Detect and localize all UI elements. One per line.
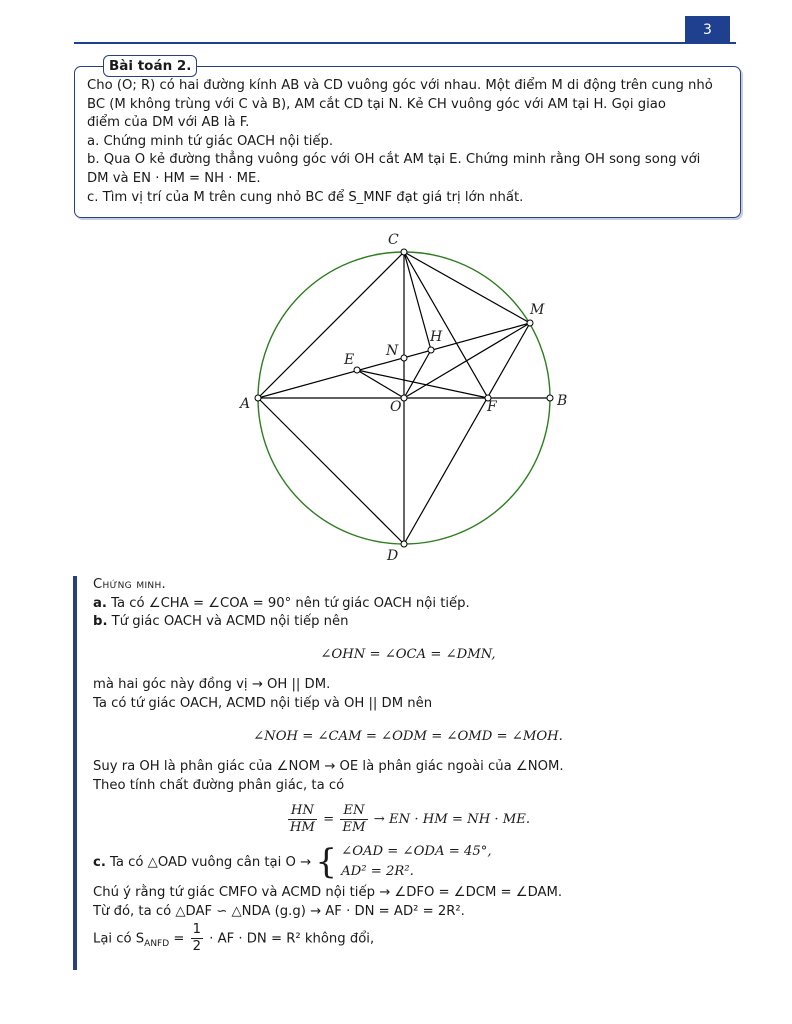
geometry-figure	[230, 228, 570, 568]
part-a-text: Ta có ∠CHA = ∠COA = 90° nên tứ giác OACH nội tiếp.	[111, 595, 470, 611]
problem-part-c: c. Tìm vị trí của M trên cung nhỏ BC để S_MNF đạt giá trị lớn nhất.	[87, 189, 524, 205]
equation-2: ∠NOH = ∠CAM = ∠ODM = ∠OMD = ∠MOH.	[253, 728, 563, 744]
label-O: O	[390, 399, 402, 415]
fraction-one-half	[191, 922, 203, 955]
segment-CM	[404, 252, 530, 323]
label-B: B	[557, 393, 568, 409]
label-M: M	[530, 302, 545, 318]
point-A	[255, 395, 261, 401]
point-N	[401, 355, 407, 361]
segment-DM	[404, 323, 530, 544]
point-H	[428, 347, 434, 353]
proof-text: mà hai góc này đồng vị → OH || DM.	[93, 677, 331, 693]
proof-text: Theo tính chất đường phân giác, ta có	[93, 777, 345, 793]
label-C: C	[388, 232, 399, 248]
fraction-numerator: EN	[340, 803, 367, 820]
label-F: F	[487, 399, 497, 415]
fraction-numerator: 1	[192, 921, 201, 937]
page-number: 3	[685, 16, 730, 43]
problem-title: Bài toán 2.	[103, 55, 197, 77]
segment-AC	[258, 252, 404, 398]
problem-line: DM và EN · HM = NH · ME.	[87, 170, 261, 186]
segment-AM	[258, 323, 530, 398]
label-N: N	[386, 343, 399, 359]
area-suffix: · AF · DN = R² không đổi,	[209, 931, 375, 947]
proof-text: Suy ra OH là phân giác của ∠NOM → OE là phân giác ngoài của ∠NOM.	[93, 759, 564, 775]
equals-sign: =	[323, 812, 335, 828]
area-subscript: ANFD	[144, 938, 170, 949]
equation-1: ∠OHN = ∠OCA = ∠DMN,	[320, 646, 496, 662]
area-prefix: Lại có S	[93, 931, 145, 947]
system-line-1: ∠OAD = ∠ODA = 45°,	[341, 844, 492, 860]
point-E	[354, 367, 360, 373]
equals-sign: =	[169, 931, 189, 947]
problem-part-a: a. Chứng minh tứ giác OACH nội tiếp.	[87, 133, 334, 149]
point-M	[527, 320, 533, 326]
problem-part-b: b. Qua O kẻ đường thẳng vuông góc với OH cắt AM tại E. Chứng minh rằng OH song song với	[87, 152, 701, 168]
proof-heading: Chứng minh.	[93, 577, 167, 592]
point-O	[401, 395, 407, 401]
label-H: H	[430, 329, 443, 345]
header-rule	[74, 42, 736, 44]
proof-block	[73, 576, 735, 970]
proof-text: Từ đó, ta có △DAF ∽ △NDA (g.g) → AF · DN = AD² = 2R².	[93, 903, 465, 919]
point-B	[547, 395, 553, 401]
fraction-denominator: HM	[289, 820, 315, 836]
fraction-denominator: EM	[342, 820, 366, 836]
proof-text: Ta có tứ giác OACH, ACMD nội tiếp và OH || DM nên	[93, 695, 433, 711]
segment-AD	[258, 398, 404, 544]
equation-3-rest: → EN · HM = NH · ME.	[373, 812, 531, 828]
proof-part-b	[93, 613, 723, 632]
point-D	[401, 541, 407, 547]
label-A: A	[240, 396, 251, 412]
proof-last-line	[93, 922, 723, 955]
fraction-EN-EM	[340, 803, 367, 836]
fraction-HN-HM	[288, 803, 317, 836]
part-c-label: c.	[93, 855, 106, 871]
equation-3	[93, 803, 723, 836]
part-b-text: Tứ giác OACH và ACMD nội tiếp nên	[111, 614, 349, 630]
part-c-text: Ta có △OAD vuông cân tại O →	[110, 855, 312, 871]
proof-part-c	[93, 842, 723, 882]
label-E: E	[344, 352, 355, 368]
equation-system	[341, 842, 491, 882]
segment-OM	[404, 323, 530, 398]
label-D: D	[387, 548, 399, 564]
segment-CH	[404, 252, 431, 350]
problem-statement	[87, 77, 732, 207]
part-a-label: a.	[93, 595, 107, 611]
geometry-diagram	[230, 228, 570, 568]
problem-line: BC (M không trùng với C và B), AM cắt CD tại N. Kẻ CH vuông góc với AM tại H. Gọi giao	[87, 96, 666, 112]
segment-EF	[357, 370, 488, 398]
segment-OE	[357, 370, 404, 398]
fraction-denominator: 2	[192, 938, 201, 954]
fraction-numerator: HN	[288, 803, 317, 820]
system-line-2: AD² = 2R².	[341, 864, 414, 880]
problem-line: Cho (O; R) có hai đường kính AB và CD vuông góc với nhau. Một điểm M di động trên cung nhỏ	[87, 78, 713, 93]
point-C	[401, 249, 407, 255]
problem-line: điểm của DM với AB là F.	[87, 115, 250, 131]
part-b-label: b.	[93, 614, 108, 630]
system-brace: {	[315, 842, 337, 883]
problem-box	[74, 58, 741, 218]
proof-part-a	[93, 595, 723, 614]
proof-text: Chú ý rằng tứ giác CMFO và ACMD nội tiếp → ∠DFO = ∠DCM = ∠DAM.	[93, 885, 563, 901]
